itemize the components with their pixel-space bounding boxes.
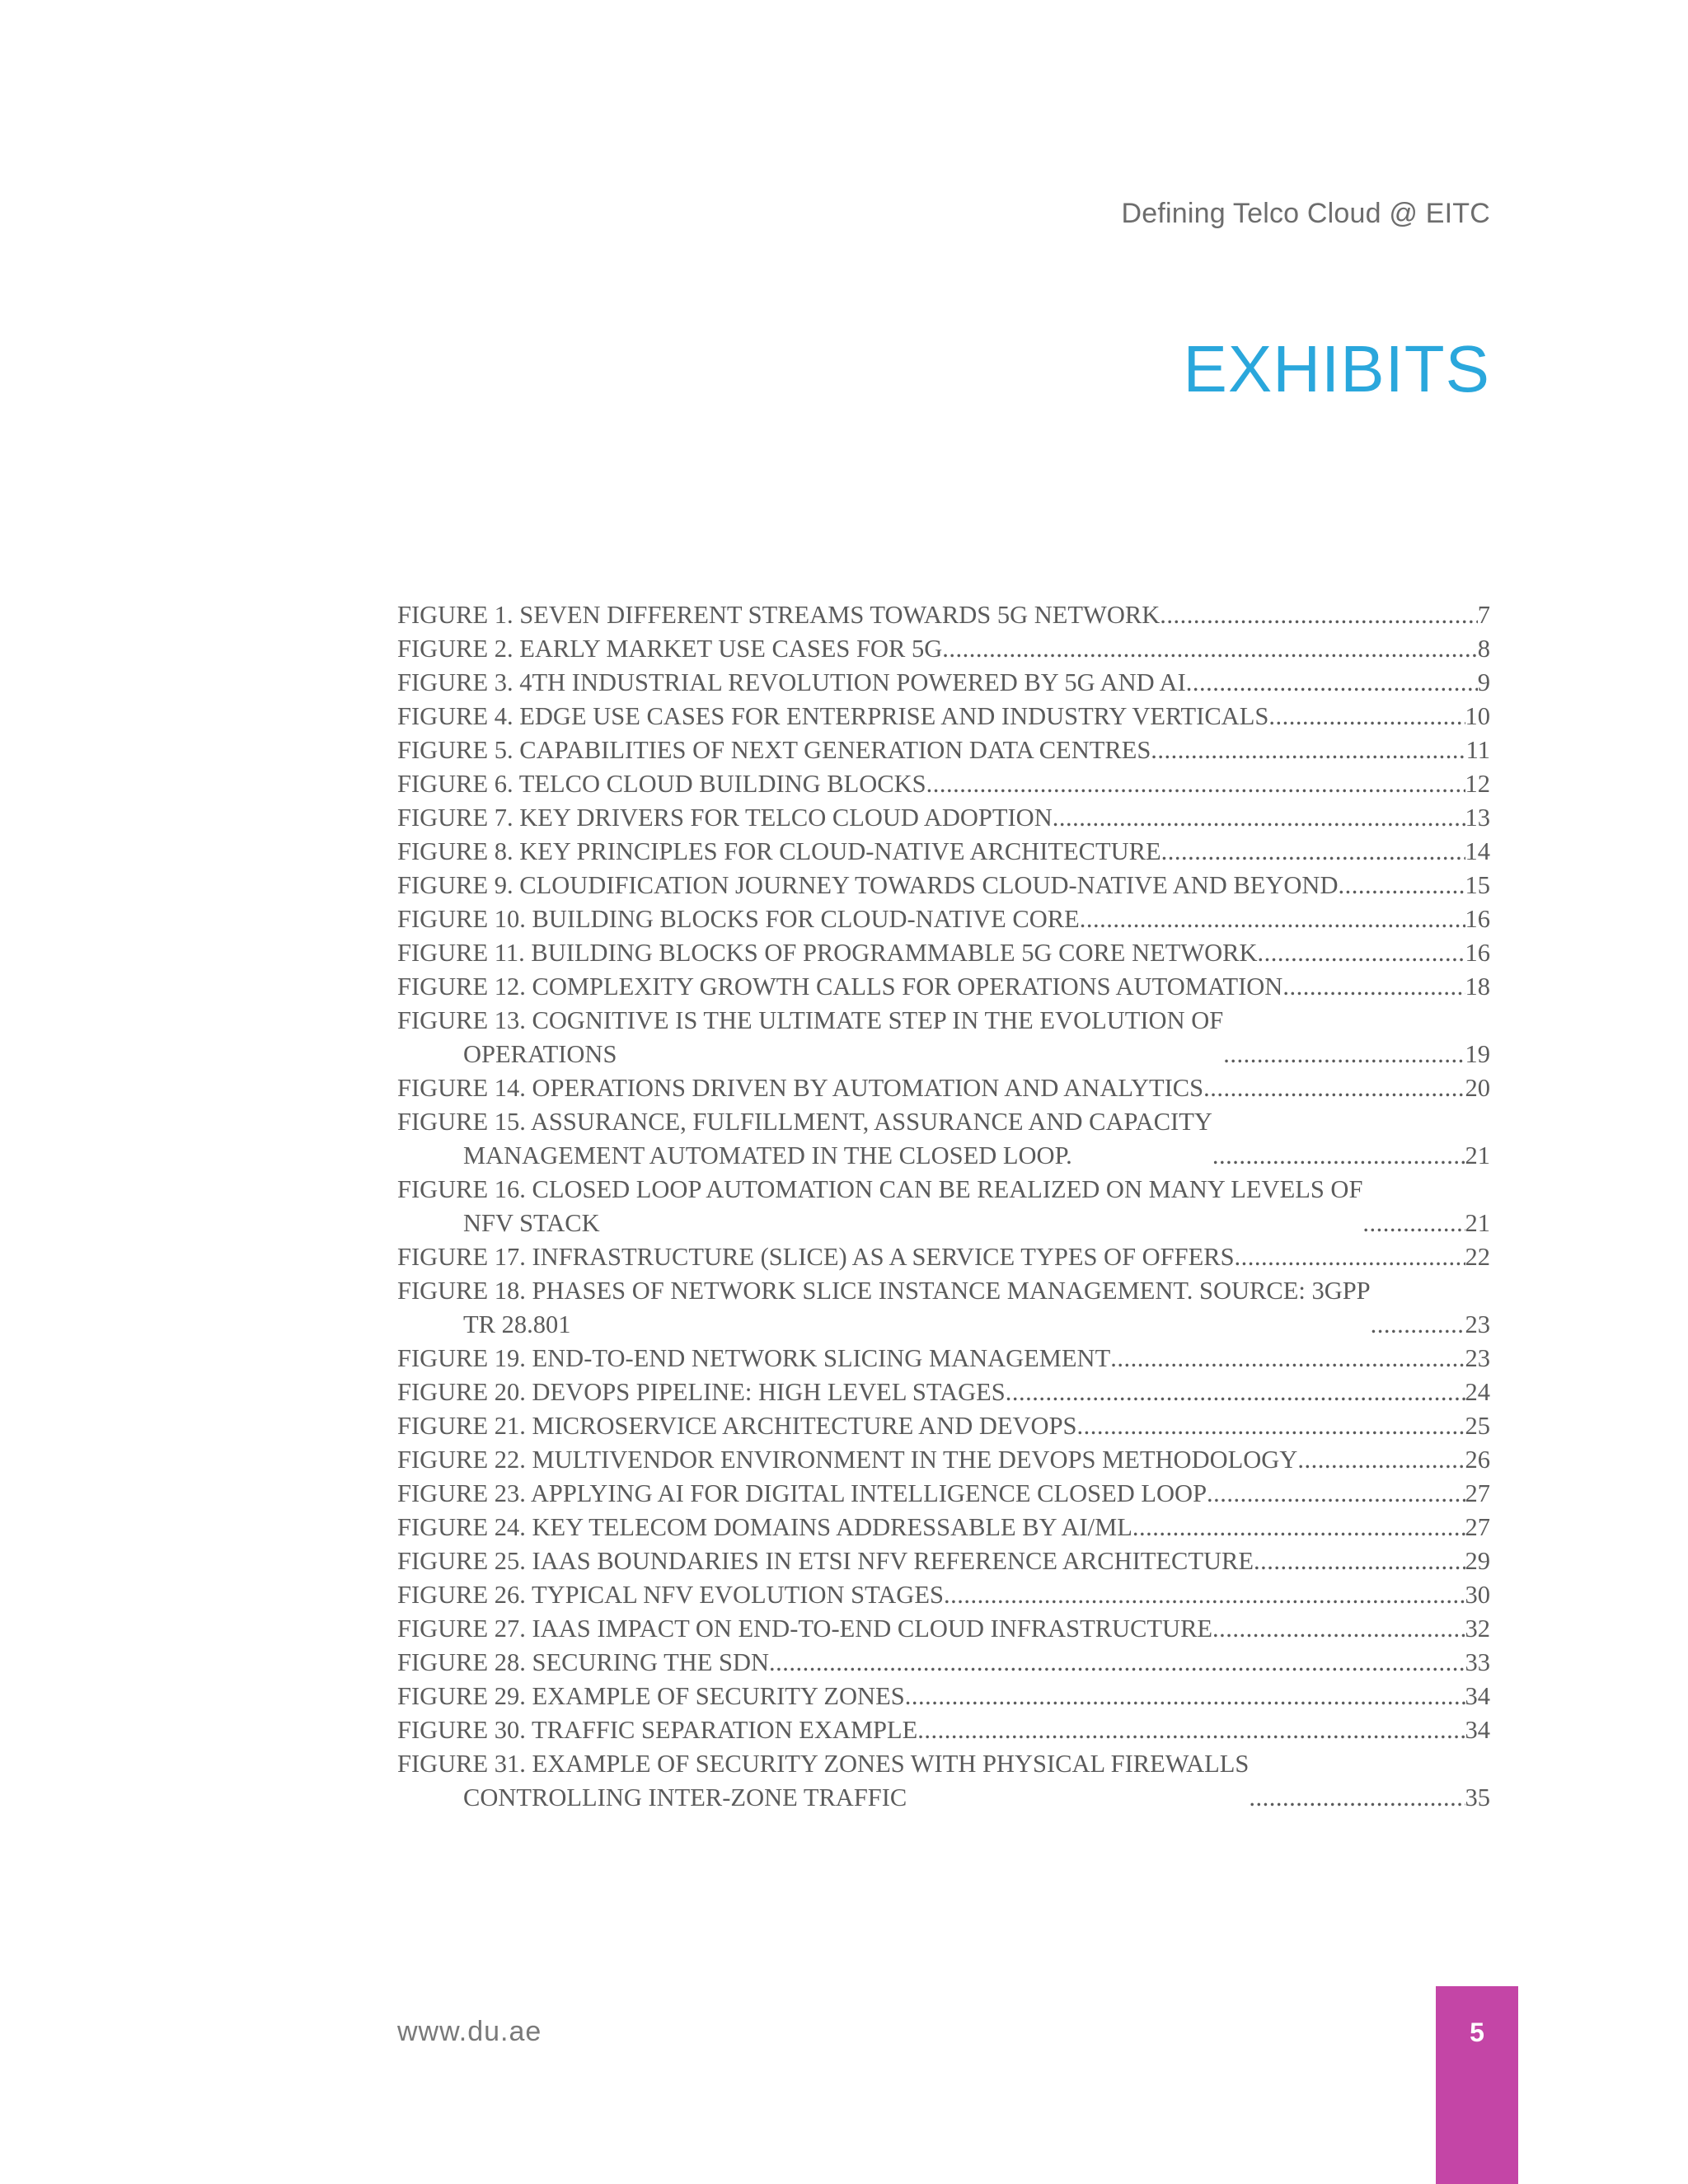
toc-entry-page-number: 30 xyxy=(1465,1581,1490,1609)
toc-dot-leader xyxy=(1254,1544,1465,1578)
toc-dot-leader xyxy=(1080,902,1465,936)
toc-dot-leader xyxy=(942,632,1478,666)
toc-entry-label: FIGURE 14. OPERATIONS DRIVEN BY AUTOMATION AND ANALYTICS xyxy=(397,1074,1204,1102)
toc-dot-leader xyxy=(769,1646,1465,1680)
toc-entry[interactable] xyxy=(397,801,1490,835)
toc-entry-page-number: 20 xyxy=(1465,1074,1490,1102)
toc-entry-label: FIGURE 20. DEVOPS PIPELINE: HIGH LEVEL STAGES xyxy=(397,1378,1006,1406)
toc-entry[interactable] xyxy=(397,835,1490,869)
toc-entry-page-number: 33 xyxy=(1465,1648,1490,1676)
toc-entry-label: FIGURE 18. PHASES OF NETWORK SLICE INSTANCE MANAGEMENT. SOURCE: 3GPP xyxy=(397,1277,1371,1305)
toc-dot-leader xyxy=(1186,666,1478,700)
toc-dot-leader xyxy=(1110,1342,1465,1376)
toc-entry[interactable] xyxy=(397,1612,1490,1646)
toc-entry-title xyxy=(397,1274,1371,1342)
toc-entry-title xyxy=(397,1612,1212,1646)
toc-entry-page-number: 29 xyxy=(1465,1547,1490,1575)
toc-entry-page-number: 27 xyxy=(1465,1479,1490,1507)
toc-entry[interactable] xyxy=(397,733,1490,767)
toc-entry-title xyxy=(397,801,1053,835)
toc-dot-leader xyxy=(1207,1477,1465,1511)
toc-entry-title xyxy=(397,1680,905,1713)
toc-entry[interactable] xyxy=(397,1004,1490,1071)
toc-entry-title xyxy=(397,733,1151,767)
toc-entry-page-number: 24 xyxy=(1465,1378,1490,1406)
toc-entry-label: FIGURE 23. APPLYING AI FOR DIGITAL INTELLIGENCE CLOSED LOOP xyxy=(397,1479,1207,1507)
toc-entry-page-number: 13 xyxy=(1465,804,1490,832)
toc-dot-leader xyxy=(1235,1240,1465,1274)
toc-entry-label: FIGURE 17. INFRASTRUCTURE (SLICE) AS A SERVICE TYPES OF OFFERS xyxy=(397,1243,1235,1271)
toc-entry-title xyxy=(397,1443,1297,1477)
toc-entry-page-number: 26 xyxy=(1465,1446,1490,1474)
toc-entry[interactable] xyxy=(397,936,1490,970)
toc-entry-label: FIGURE 22. MULTIVENDOR ENVIRONMENT IN THE DEVOPS METHODOLOGY xyxy=(397,1446,1298,1474)
toc-entry-title xyxy=(397,1071,1203,1105)
toc-entry-page-number: 15 xyxy=(1465,871,1490,899)
toc-entry-title xyxy=(397,666,1186,700)
toc-dot-leader xyxy=(1297,1443,1465,1477)
toc-entry-title xyxy=(397,1646,769,1680)
toc-entry-label: FIGURE 9. CLOUDIFICATION JOURNEY TOWARDS CLOUD-NATIVE AND BEYOND xyxy=(397,871,1339,899)
toc-entry-page-number: 35 xyxy=(1465,1783,1490,1811)
toc-dot-leader xyxy=(1258,936,1465,970)
toc-entry-label: FIGURE 2. EARLY MARKET USE CASES FOR 5G xyxy=(397,635,943,663)
toc-entry-label: FIGURE 16. CLOSED LOOP AUTOMATION CAN BE REALIZED ON MANY LEVELS OF xyxy=(397,1175,1363,1203)
toc-entry-title xyxy=(397,835,1161,869)
toc-entry-label: FIGURE 10. BUILDING BLOCKS FOR CLOUD-NATIVE CORE xyxy=(397,905,1080,933)
toc-entry-page-number: 14 xyxy=(1465,837,1490,865)
toc-entry[interactable] xyxy=(397,1240,1490,1274)
toc-entry[interactable] xyxy=(397,1646,1490,1680)
toc-entry[interactable] xyxy=(397,1511,1490,1544)
toc-entry-title xyxy=(397,1578,944,1612)
toc-entry-title xyxy=(397,1511,1132,1544)
toc-entry-page-number: 7 xyxy=(1477,601,1490,629)
toc-entry[interactable] xyxy=(397,1071,1490,1105)
toc-entry[interactable] xyxy=(397,1578,1490,1612)
toc-entry-title xyxy=(397,1004,1223,1071)
toc-dot-leader xyxy=(1268,700,1465,733)
toc-entry[interactable] xyxy=(397,1747,1490,1815)
toc-entry[interactable] xyxy=(397,1376,1490,1409)
toc-entry[interactable] xyxy=(397,767,1490,801)
toc-entry-title xyxy=(397,1342,1110,1376)
toc-entry-label-continued: CONTROLLING INTER-ZONE TRAFFIC xyxy=(463,1783,907,1811)
toc-entry-title xyxy=(397,936,1258,970)
toc-entry[interactable] xyxy=(397,666,1490,700)
toc-entry-page-number: 8 xyxy=(1477,635,1490,663)
page-number-tab xyxy=(1436,1986,1518,2184)
toc-dot-leader xyxy=(1203,1071,1465,1105)
toc-entry[interactable] xyxy=(397,869,1490,902)
toc-entry-title xyxy=(397,767,926,801)
toc-entry-page-number: 12 xyxy=(1465,770,1490,798)
toc-dot-leader xyxy=(1132,1511,1465,1544)
toc-entry-title xyxy=(397,598,1160,632)
toc-entry-page-number: 10 xyxy=(1465,702,1490,730)
toc-entry-label-continued: OPERATIONS xyxy=(463,1040,617,1068)
toc-entry-page-number: 16 xyxy=(1465,905,1490,933)
toc-dot-leader xyxy=(1212,1139,1465,1173)
toc-entry-label: FIGURE 21. MICROSERVICE ARCHITECTURE AND DEVOPS xyxy=(397,1412,1077,1440)
toc-dot-leader xyxy=(926,767,1465,801)
toc-entry-label: FIGURE 1. SEVEN DIFFERENT STREAMS TOWARDS 5G NETWORK xyxy=(397,601,1160,629)
toc-dot-leader xyxy=(1339,869,1465,902)
toc-entry-page-number: 18 xyxy=(1465,972,1490,1001)
toc-entry-label: FIGURE 26. TYPICAL NFV EVOLUTION STAGES xyxy=(397,1581,944,1609)
toc-entry[interactable] xyxy=(397,1409,1490,1443)
toc-dot-leader xyxy=(1160,598,1478,632)
toc-entry-label: FIGURE 30. TRAFFIC SEPARATION EXAMPLE xyxy=(397,1716,918,1744)
toc-entry[interactable] xyxy=(397,1173,1490,1240)
toc-entry-label: FIGURE 27. IAAS IMPACT ON END-TO-END CLOUD INFRASTRUCTURE xyxy=(397,1615,1213,1643)
toc-entry-label: FIGURE 7. KEY DRIVERS FOR TELCO CLOUD ADOPTION xyxy=(397,804,1053,832)
toc-entry-label: FIGURE 3. 4TH INDUSTRIAL REVOLUTION POWERED BY 5G AND AI xyxy=(397,668,1186,696)
toc-dot-leader xyxy=(1223,1038,1465,1071)
toc-dot-leader xyxy=(1006,1376,1465,1409)
toc-entry-page-number: 23 xyxy=(1465,1344,1490,1372)
toc-dot-leader xyxy=(905,1680,1465,1713)
toc-dot-leader xyxy=(1362,1207,1465,1240)
toc-entry-label: FIGURE 12. COMPLEXITY GROWTH CALLS FOR OPERATIONS AUTOMATION xyxy=(397,972,1283,1001)
toc-entry-title xyxy=(397,869,1339,902)
toc-entry-page-number: 21 xyxy=(1465,1209,1490,1237)
toc-entry-page-number: 32 xyxy=(1465,1615,1490,1643)
toc-entry-title xyxy=(397,1477,1207,1511)
toc-entry[interactable] xyxy=(397,1342,1490,1376)
toc-entry[interactable] xyxy=(397,700,1490,733)
toc-entry-label: FIGURE 25. IAAS BOUNDARIES IN ETSI NFV REFERENCE ARCHITECTURE xyxy=(397,1547,1254,1575)
toc-entry-label: FIGURE 6. TELCO CLOUD BUILDING BLOCKS xyxy=(397,770,926,798)
toc-dot-leader xyxy=(1282,970,1465,1004)
toc-entry-label-continued: MANAGEMENT AUTOMATED IN THE CLOSED LOOP. xyxy=(463,1141,1072,1169)
toc-dot-leader xyxy=(1212,1612,1465,1646)
toc-entry-label: FIGURE 5. CAPABILITIES OF NEXT GENERATION DATA CENTRES xyxy=(397,736,1151,764)
footer-url-link[interactable]: www.du.ae xyxy=(397,2016,542,2047)
toc-dot-leader xyxy=(917,1713,1465,1747)
toc-dot-leader xyxy=(1053,801,1465,835)
toc-entry-page-number: 16 xyxy=(1465,939,1490,967)
toc-entry[interactable] xyxy=(397,1274,1490,1342)
page-number: 5 xyxy=(1470,2018,1484,2047)
toc-entry-label-continued: TR 28.801 xyxy=(463,1310,571,1338)
toc-entry-page-number: 21 xyxy=(1465,1141,1490,1169)
toc-entry-title xyxy=(397,1376,1006,1409)
toc-entry[interactable] xyxy=(397,1544,1490,1578)
toc-entry-page-number: 11 xyxy=(1465,736,1490,764)
toc-entry[interactable] xyxy=(397,1713,1490,1747)
toc-entry[interactable] xyxy=(397,1105,1490,1173)
running-header-title: Defining Telco Cloud @ EITC xyxy=(1121,198,1490,229)
toc-entry[interactable] xyxy=(397,1443,1490,1477)
toc-entry[interactable] xyxy=(397,970,1490,1004)
toc-entry-page-number: 34 xyxy=(1465,1716,1490,1744)
toc-entry-page-number: 19 xyxy=(1465,1040,1490,1068)
toc-entry-title xyxy=(397,902,1080,936)
toc-dot-leader xyxy=(1371,1308,1465,1342)
page-title: EXHIBITS xyxy=(1183,332,1490,405)
toc-entry-title xyxy=(397,1173,1362,1240)
toc-entry-label: FIGURE 8. KEY PRINCIPLES FOR CLOUD-NATIVE ARCHITECTURE xyxy=(397,837,1161,865)
table-of-exhibits xyxy=(397,598,1490,1815)
toc-entry[interactable] xyxy=(397,1680,1490,1713)
toc-entry-page-number: 27 xyxy=(1465,1513,1490,1541)
toc-entry-label: FIGURE 15. ASSURANCE, FULFILLMENT, ASSURANCE AND CAPACITY xyxy=(397,1108,1212,1136)
toc-entry-label: FIGURE 29. EXAMPLE OF SECURITY ZONES xyxy=(397,1682,905,1710)
toc-entry-page-number: 22 xyxy=(1465,1243,1490,1271)
toc-entry[interactable] xyxy=(397,1477,1490,1511)
toc-entry-title xyxy=(397,700,1268,733)
toc-entry-title xyxy=(397,1105,1212,1173)
toc-entry-label: FIGURE 4. EDGE USE CASES FOR ENTERPRISE AND INDUSTRY VERTICALS xyxy=(397,702,1269,730)
toc-entry[interactable] xyxy=(397,902,1490,936)
toc-entry-label: FIGURE 13. COGNITIVE IS THE ULTIMATE STEP IN THE EVOLUTION OF xyxy=(397,1006,1224,1034)
toc-entry-title xyxy=(397,1240,1235,1274)
toc-dot-leader xyxy=(944,1578,1465,1612)
toc-entry-label-continued: NFV STACK xyxy=(463,1209,600,1237)
toc-entry-title xyxy=(397,970,1282,1004)
toc-entry-page-number: 34 xyxy=(1465,1682,1490,1710)
toc-entry[interactable] xyxy=(397,598,1490,632)
toc-entry-label: FIGURE 28. SECURING THE SDN xyxy=(397,1648,770,1676)
toc-entry-page-number: 23 xyxy=(1465,1310,1490,1338)
toc-entry-title xyxy=(397,632,942,666)
toc-dot-leader xyxy=(1161,835,1465,869)
toc-entry-title xyxy=(397,1544,1254,1578)
toc-entry-label: FIGURE 24. KEY TELECOM DOMAINS ADDRESSABLE BY AI/ML xyxy=(397,1513,1132,1541)
toc-dot-leader xyxy=(1077,1409,1465,1443)
toc-entry-label: FIGURE 19. END-TO-END NETWORK SLICING MANAGEMENT xyxy=(397,1344,1111,1372)
toc-entry-title xyxy=(397,1747,1249,1815)
toc-entry-page-number: 25 xyxy=(1465,1412,1490,1440)
toc-entry-title xyxy=(397,1409,1077,1443)
toc-dot-leader xyxy=(1249,1781,1465,1815)
toc-entry-title xyxy=(397,1713,917,1747)
toc-entry-page-number: 9 xyxy=(1477,668,1490,696)
toc-dot-leader xyxy=(1151,733,1465,767)
toc-entry[interactable] xyxy=(397,632,1490,666)
toc-entry-label: FIGURE 11. BUILDING BLOCKS OF PROGRAMMABLE 5G CORE NETWORK xyxy=(397,939,1258,967)
toc-entry-label: FIGURE 31. EXAMPLE OF SECURITY ZONES WITH PHYSICAL FIREWALLS xyxy=(397,1750,1250,1778)
